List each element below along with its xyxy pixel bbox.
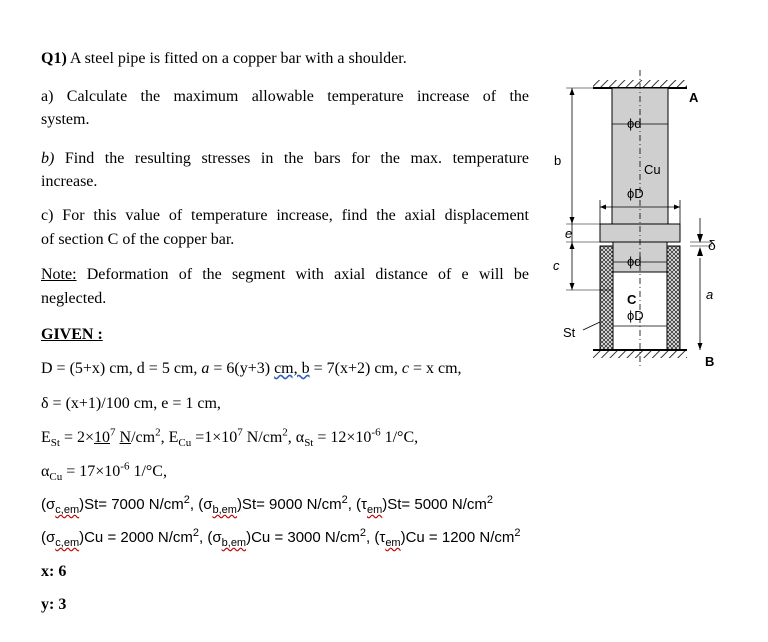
given-a-symbol: a (201, 360, 210, 377)
given-b-value: = 7(x+2) cm, (309, 360, 402, 377)
sigma-b-cu-mat: )Cu (246, 529, 271, 546)
sigma-b-st-sub: b,em (212, 504, 237, 516)
tau-cu-value: = 1200 N/cm (424, 529, 515, 546)
phi-D-top: ϕD (627, 186, 644, 201)
arrow-D-left (600, 205, 606, 210)
alpha-cu-exp: -6 (120, 460, 130, 473)
E-symbol: E (41, 429, 51, 446)
tau-st-exp: 2 (486, 494, 494, 506)
part-a-line1: a) Calculate the maximum allowable temperature increase of the (41, 88, 529, 105)
alpha-st-sub: St (304, 437, 314, 450)
E-cu-unit-exp: 2 (282, 426, 288, 439)
leader-St (583, 322, 600, 330)
given-c-value: = x cm, (408, 360, 462, 377)
sigma-c-st-value: = 7000 N/cm (98, 496, 184, 513)
note-text: Deformation of the segment with axial distance of e will be (86, 266, 530, 283)
note-line2: neglected. (41, 290, 107, 307)
given-a-value: = 6(y+3) (209, 360, 275, 377)
part-b-text: Find the resulting stresses in the bars for the max. temperature (64, 150, 530, 167)
sigma-c-cu-open: (σ (41, 529, 56, 546)
given-D-d: D = (5+x) cm, d = 5 cm, (41, 360, 202, 377)
label-e: e (565, 226, 573, 241)
part-c-line2: of section C of the copper bar. (41, 231, 235, 248)
tau-cu-sub: em (385, 537, 401, 549)
tau-st-value: = 5000 N/cm (401, 496, 487, 513)
E-cu-sub: Cu (178, 437, 192, 450)
E-st-N: N (119, 429, 132, 446)
E-st-unit: /cm (131, 429, 156, 446)
given-c-symbol: c (401, 360, 409, 377)
question-label: Q1) (41, 50, 67, 67)
sigma-c-cu-sub: c,em (55, 537, 80, 549)
sigma-b-cu-exp: 2 (359, 527, 367, 539)
given-line-delta: δ = (x+1)/100 cm, e = 1 cm, (41, 395, 221, 412)
part-a-line2: system. (41, 111, 90, 128)
sigma-b-st-open: , (σ (189, 496, 213, 513)
E-cu-value: =1×10 (191, 429, 238, 446)
sigma-c-cu-mat: )Cu (79, 529, 104, 546)
alpha-cu-unit: 1/°C, (129, 463, 167, 480)
alpha-cu-value: = 17×10 (62, 463, 121, 480)
label-delta: δ (708, 237, 716, 253)
steel-pipe-right-wall (667, 246, 680, 350)
phi-d-bot: ϕd (627, 254, 642, 269)
tau-st-sub: em (366, 504, 383, 516)
sigma-c-st-exp: 2 (183, 494, 190, 506)
sigma-c-cu-value: = 2000 N/cm (103, 529, 193, 546)
sigma-b-cu-value: = 3000 N/cm (270, 529, 360, 546)
tau-cu-open: , (τ (366, 529, 386, 546)
phi-D-bot: ϕD (627, 308, 644, 323)
sigma-b-st-value: = 9000 N/cm (256, 496, 342, 513)
sigma-c-st-sub: c,em (55, 504, 80, 516)
label-A: A (689, 90, 699, 105)
part-b-tag: b) (41, 150, 55, 167)
alpha-st-symbol: , α (287, 429, 305, 446)
dimension-b (566, 88, 612, 224)
sigma-b-st-exp: 2 (341, 494, 348, 506)
sigma-c-st-open: (σ (41, 496, 56, 513)
E-st-value: = 2× (59, 429, 95, 446)
y-value: y: 3 (41, 596, 67, 613)
E-st-exp: 7 (110, 426, 116, 439)
alpha-st-unit: 1/°C, (380, 429, 419, 446)
tau-st-open: , (τ (347, 496, 367, 513)
alpha-cu-sub: Cu (49, 471, 63, 484)
note-label: Note: (41, 266, 77, 283)
alpha-cu-symbol: α (41, 463, 50, 480)
E-cu-symbol: , E (160, 429, 179, 446)
sigma-c-st-mat: )St (79, 496, 99, 513)
E-st-ten: 10 (94, 429, 111, 446)
label-St: St (563, 325, 576, 340)
label-b: b (554, 153, 562, 168)
arrow-D-right (674, 205, 680, 210)
given-heading: GIVEN : (41, 326, 103, 343)
sigma-b-cu-open: , (σ (199, 529, 222, 546)
question-statement: A steel pipe is fitted on a copper bar with a shoulder. (69, 50, 407, 67)
E-cu-exp: 7 (237, 426, 243, 439)
sigma-b-st-mat: )St (236, 496, 257, 513)
given-b-symbol: cm, b (274, 360, 310, 377)
part-b-line2: increase. (41, 173, 98, 190)
x-value: x: 6 (41, 563, 67, 580)
tau-cu-exp: 2 (514, 527, 521, 539)
phi-d-top: ϕd (627, 116, 642, 131)
label-Cu: Cu (644, 162, 661, 177)
part-c-line1: c) For this value of temperature increase, find the axial displacement (41, 207, 529, 224)
tau-cu-mat: )Cu (400, 529, 425, 546)
alpha-st-value: = 12×10 (313, 429, 372, 446)
tau-st-mat: )St (382, 496, 402, 513)
alpha-st-exp: -6 (371, 426, 381, 439)
dimension-a (698, 258, 703, 350)
label-C: C (627, 292, 637, 307)
E-st-sub: St (50, 437, 60, 450)
label-B: B (705, 354, 715, 369)
label-c: c (553, 258, 560, 273)
label-a: a (706, 287, 714, 302)
steel-pipe-left-wall (600, 246, 613, 350)
sigma-c-cu-exp: 2 (192, 527, 200, 539)
E-cu-unit: N/cm (242, 429, 283, 446)
E-st-unit-exp: 2 (155, 426, 161, 439)
sigma-b-cu-sub: b,em (221, 537, 247, 549)
